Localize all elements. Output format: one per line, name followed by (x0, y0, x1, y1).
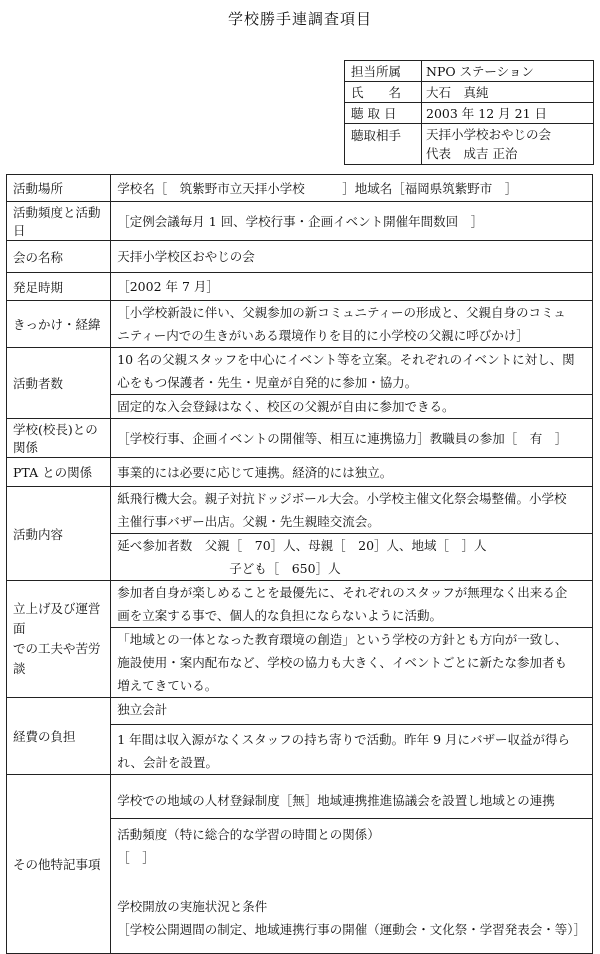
row-pta-relation (7, 458, 593, 487)
page-title: 学校勝手連調査項目 (227, 10, 372, 28)
label-other: その他特記事項 (7, 775, 111, 954)
label-founded: 発足時期 (7, 273, 111, 301)
row-other (7, 775, 593, 954)
value-pta-relation: 事業的には必要に応じて連携。経済的には独立。 (117, 464, 393, 480)
management-line: 画を立案する事で、個人的な負担にならないように活動。 (117, 608, 442, 623)
label-pta-relation: PTA との関係 (7, 458, 111, 487)
row-expenses (7, 698, 593, 775)
survey-table (6, 174, 593, 954)
other-line: 活動頻度（特に総合的な学習の時間との関係） (111, 818, 592, 846)
label-management-line: での工夫や苦労談 (13, 641, 101, 676)
label-management-line: 立上げ及び運営面 (13, 601, 101, 636)
row-name (7, 241, 593, 273)
value-frequency: ［定例会議毎月 1 回、学校行事・企画イベント開催年間数回 ］ (117, 213, 484, 229)
value-school-relation: ［学校行事、企画イベントの開催等、相互に連携協力］教職員の参加［ 有 ］ (117, 430, 568, 446)
value-founded: ［2002 年 7 月］ (117, 279, 219, 294)
info-value: 大石 真純 (422, 82, 594, 103)
origin-line: ［小学校新設に伴い、父親参加の新コミュニティーの形成と、父親自身のコミュ (117, 305, 566, 320)
label-expenses: 経費の負担 (7, 698, 111, 775)
info-row-interviewee (345, 124, 594, 165)
members-line: 固定的な入会登録はなく、校区の父親が自由に参加できる。 (111, 394, 592, 418)
content-line: 紙飛行機大会。親子対抗ドッジボール大会。小学校主催文化祭会場整備。小学校 (117, 491, 567, 506)
value-location: 学校名［ 筑紫野市立天拝小学校 ］地域名［福岡県筑紫野市 ］ (117, 180, 518, 196)
info-label: 氏 名 (345, 82, 422, 103)
row-members (7, 348, 593, 419)
members-line: 10 名の父親スタッフを中心にイベント等を立案。それぞれのイベントに対し、関 (117, 352, 575, 367)
management-line: 「地域との一体となった教育環境の創造」という学校の方針とも方向が一致し、 (111, 627, 592, 651)
label-school-relation: 学校(校長)との関係 (7, 419, 111, 458)
content-children: 子ども［ 650］人 (229, 561, 341, 576)
info-value: NPO ステーション (422, 61, 594, 82)
label-content: 活動内容 (7, 487, 111, 581)
management-line: 参加者自身が楽しめることを最優先に、それぞれのスタッフが無理なく出来る企 (117, 585, 568, 600)
management-line: 施設使用・案内配布など、学校の協力も大きく、イベントごとに新たな参加者も (117, 655, 567, 670)
expenses-line: れ、会計を設置。 (117, 755, 218, 770)
origin-line: ニティー内での生きがいある環境作りを目的に小学校の父親に呼びかけ］ (117, 328, 529, 343)
label-name: 会の名称 (7, 241, 111, 273)
info-row-department (345, 61, 594, 82)
value-name: 天拝小学校区おやじの会 (117, 249, 255, 264)
row-school-relation (7, 419, 593, 458)
label-frequency: 活動頻度と活動日 (7, 202, 111, 241)
info-row-name (345, 82, 594, 103)
label-origin: きっかけ・経緯 (7, 301, 111, 348)
row-frequency (7, 202, 593, 241)
management-line: 増えてきている。 (117, 678, 218, 693)
interview-info-table (344, 60, 594, 165)
info-label: 聴 取 日 (345, 103, 422, 124)
label-members: 活動者数 (7, 348, 111, 419)
expenses-line: 1 年間は収入源がなくスタッフの持ち寄りで活動。昨年 9 月にバザー収益が得ら (111, 724, 592, 751)
row-origin (7, 301, 593, 348)
interviewee-org: 天拝小学校おやじの会 (426, 127, 552, 142)
content-line: 主催行事バザー出店。父親・先生親睦交流会。 (117, 514, 380, 529)
content-participants: 延べ参加者数 父親［ 70］人、母親［ 20］人、地域［ ］人 (111, 533, 592, 557)
other-line: 学校開放の実施状況と条件 (117, 899, 268, 914)
label-management (7, 581, 111, 698)
info-row-date (345, 103, 594, 124)
label-location: 活動場所 (7, 175, 111, 202)
info-value-interviewee (422, 124, 594, 165)
info-value: 2003 年 12 月 21 日 (422, 103, 594, 124)
row-founded (7, 273, 593, 301)
other-line: ［ ］ (117, 850, 155, 865)
row-location (7, 175, 593, 202)
other-line: ［学校公開週間の制定、地域連携行事の開催（運動会・文化祭・学習発表会・等）］ (117, 922, 586, 937)
row-content (7, 487, 593, 581)
other-line: 学校での地域の人材登録制度［無］地域連携推進協議会を設置し地域との連携 (117, 793, 555, 808)
interviewee-rep: 代表 成吉 正治 (426, 146, 518, 161)
row-management (7, 581, 593, 698)
expenses-line: 独立会計 (117, 702, 168, 717)
info-label: 担当所属 (345, 61, 422, 82)
members-line: 心をもつ保護者・先生・児童が自発的に参加・協力。 (117, 375, 418, 390)
info-label: 聴取相手 (345, 124, 422, 165)
